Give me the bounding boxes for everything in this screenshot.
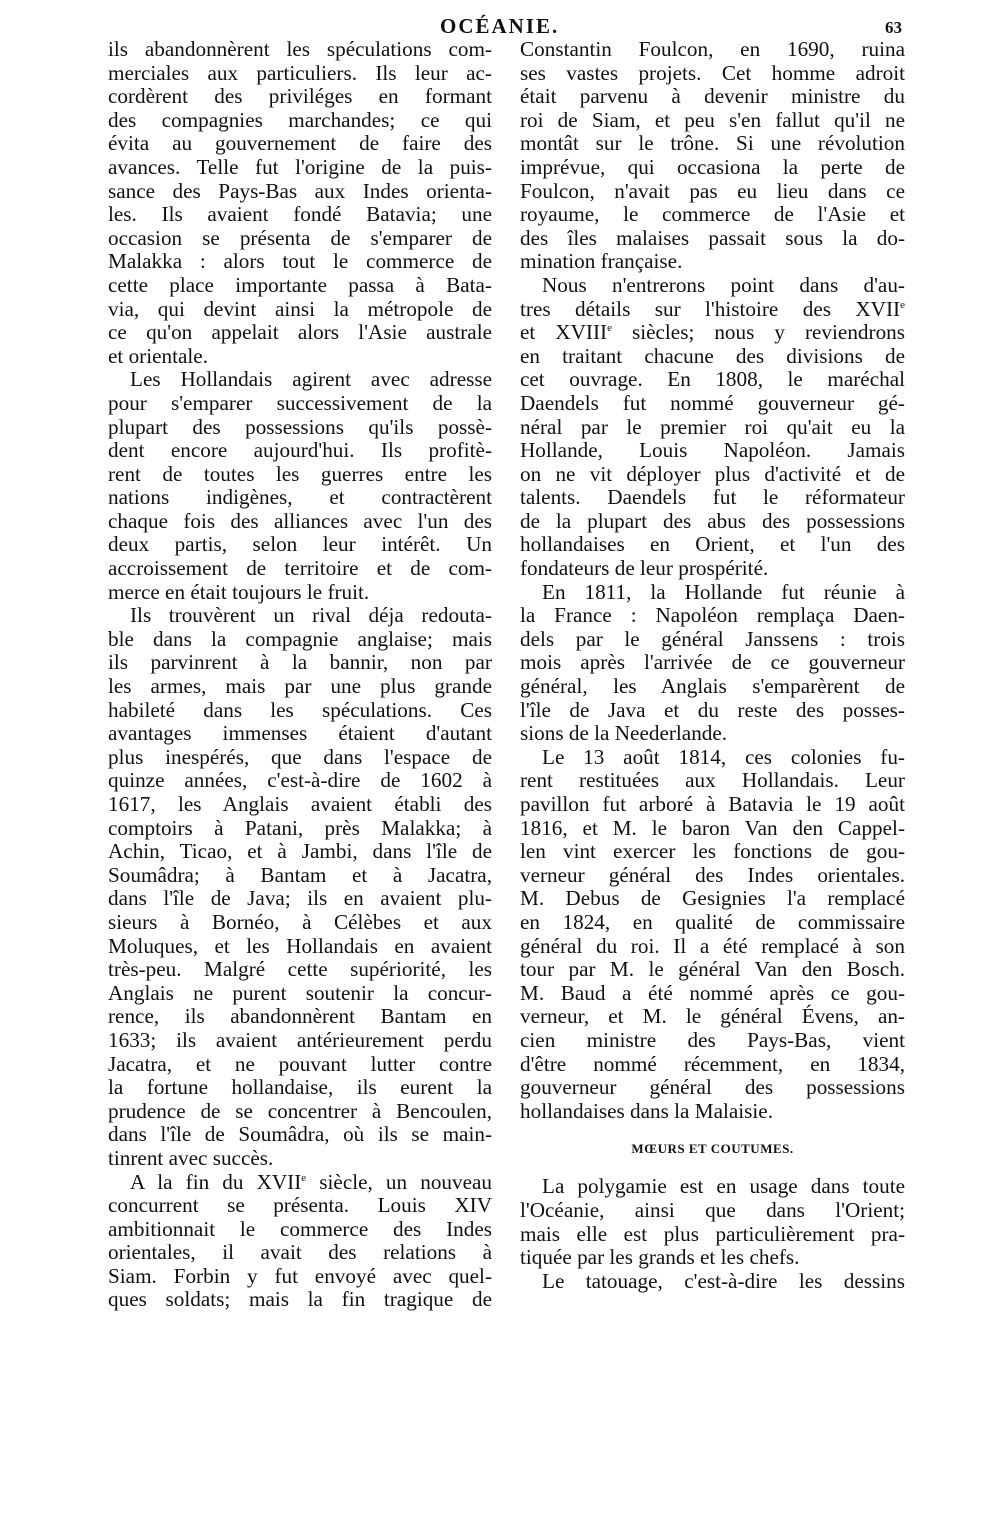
text-line: Foulcon, n'avait pas eu lieu dans ce	[520, 178, 905, 203]
text-line: l'île de Java et du reste des posses-	[520, 697, 905, 722]
text-line: les armes, mais par une plus grande	[108, 674, 492, 699]
text-line: gouverneur général des possessions	[520, 1075, 905, 1100]
text-line: pour s'emparer successivement de la	[108, 390, 492, 415]
text-line: M. Debus de Gesignies l'a remplacé	[520, 886, 905, 911]
paragraph-start-line	[108, 1171, 492, 1195]
right-column	[520, 38, 905, 1293]
text-line: Moluques, et les Hollandais en avaient	[108, 933, 492, 958]
text-line: en traitant chacune des divisions de	[520, 343, 905, 368]
text-line: avances. Telle fut l'origine de la puis-	[108, 154, 492, 179]
text-line	[520, 298, 905, 322]
text-line: Siam. Forbin y fut envoyé avec quel-	[108, 1263, 492, 1288]
text-line: cordèrent des priviléges en formant	[108, 84, 492, 109]
text-line: comptoirs à Patani, près Malakka; à	[108, 815, 492, 840]
text-line: Jacatra, et ne pouvant lutter contre	[108, 1051, 492, 1076]
text-fragment: tres détails sur l'histoire des XVII	[520, 296, 901, 321]
text-line: orientales, il avait des relations à	[108, 1240, 492, 1265]
text-line: 1617, les Anglais avaient établi des	[108, 792, 492, 816]
text-line: concurrent se présenta. Louis XIV	[108, 1193, 492, 1218]
paragraph-start-line: Nous n'entrerons point dans d'au-	[542, 272, 905, 297]
text-line: mois après l'arrivée de ce gouverneur	[520, 650, 905, 675]
text-line: pavillon fut arboré à Batavia le 19 août	[520, 792, 905, 816]
text-line: l'Océanie, ainsi que dans l'Orient;	[520, 1197, 905, 1222]
text-line: hollandaises en Orient, et l'un des	[520, 532, 905, 557]
text-line: des compagnies marchandes; ce qui	[108, 107, 492, 132]
text-line: sance des Pays-Bas aux Indes orienta-	[108, 178, 492, 203]
text-line: ques soldats; mais la fin tragique de	[108, 1287, 492, 1312]
paragraph-start-line: Les Hollandais agirent avec adresse	[130, 367, 492, 392]
text-line: via, qui devint ainsi la métropole de	[108, 296, 492, 321]
text-line: était parvenu à devenir ministre du	[520, 84, 905, 109]
text-line: néral par le premier roi qu'ait eu la	[520, 414, 905, 439]
text-fragment: siècle, un nouveau	[306, 1169, 493, 1194]
text-line	[520, 321, 905, 345]
paragraph-start-line: Le 13 août 1814, ces colonies fu-	[542, 744, 905, 769]
superscript-e: e	[607, 322, 612, 335]
text-line: cet ouvrage. En 1808, le maréchal	[520, 367, 905, 392]
text-line: cette place importante passa à Bata-	[108, 272, 492, 297]
text-line: 1633; ils avaient antérieurement perdu	[108, 1027, 492, 1052]
text-line: fondateurs de leur prospérité.	[520, 556, 769, 581]
text-line: en 1824, en qualité de commissaire	[520, 909, 905, 934]
text-line: sions de la Neederlande.	[520, 721, 728, 746]
text-line: chaque fois des alliances avec l'un des	[108, 508, 492, 533]
text-line: verneur, et M. le général Évens, an-	[520, 1004, 905, 1029]
text-line: royaume, le commerce de l'Asie et	[520, 202, 905, 227]
text-line: mais elle est plus particulièrement pra-	[520, 1221, 905, 1246]
text-line: et orientale.	[108, 343, 208, 368]
text-line: la fortune hollandaise, ils eurent la	[108, 1075, 492, 1100]
text-line: général, les Anglais s'emparèrent de	[520, 674, 905, 699]
paragraph-start-line: La polygamie est en usage dans toute	[542, 1174, 905, 1199]
text-line: plupart des possessions qu'ils possè-	[108, 414, 492, 439]
text-line: plus inespérés, que dans l'espace de	[108, 744, 492, 769]
text-line: hollandaises dans la Malaisie.	[520, 1098, 774, 1123]
text-line: dans l'île de Java; ils en avaient plu-	[108, 886, 492, 911]
text-line: ambitionnait le commerce des Indes	[108, 1216, 492, 1241]
text-line: habileté dans les spéculations. Ces	[108, 697, 492, 722]
text-fragment: siècles; nous y reviendrons	[611, 320, 905, 345]
text-line: rence, ils abandonnèrent Bantam en	[108, 1004, 492, 1029]
text-fragment: A la fin du XVII	[130, 1169, 302, 1194]
text-line: prudence de se concentrer à Bencoulen,	[108, 1098, 492, 1123]
text-line: des îles malaises passait sous la do-	[520, 225, 905, 250]
text-line: Achin, Ticao, et à Jambi, dans l'île de	[108, 839, 492, 864]
text-line: sieurs à Bornéo, à Célèbes et aux	[108, 909, 492, 934]
text-line: Constantin Foulcon, en 1690, ruina	[520, 37, 905, 61]
text-line: occasion se présenta de s'emparer de	[108, 225, 492, 250]
text-line: deux partis, selon leur intérêt. Un	[108, 532, 492, 557]
text-line: évita au gouvernement de faire des	[108, 131, 492, 156]
text-line: ils parvinrent à la bannir, non par	[108, 650, 492, 675]
text-line: d'être nommé récemment, en 1834,	[520, 1051, 905, 1076]
text-line: avantages immenses étaient d'autant	[108, 721, 492, 746]
text-line: Anglais ne purent soutenir la concur-	[108, 980, 492, 1005]
text-line: de la plupart des abus des possessions	[520, 508, 905, 533]
text-line: nations indigènes, et contractèrent	[108, 485, 492, 510]
text-line: quinze années, c'est-à-dire de 1602 à	[108, 768, 492, 793]
text-line: M. Baud a été nommé après ce gou-	[520, 980, 905, 1005]
text-line: très-peu. Malgré cette supériorité, les	[108, 957, 492, 982]
text-line: 1816, et M. le baron Van den Cappel-	[520, 815, 905, 840]
text-line: cien ministre des Pays-Bas, vient	[520, 1027, 905, 1052]
text-line: verneur général des Indes orientales.	[520, 862, 905, 887]
text-line: mination française.	[520, 249, 683, 274]
text-line: tinrent avec succès.	[108, 1145, 274, 1170]
superscript-e: e	[301, 1171, 307, 1184]
text-line: talents. Daendels fut le réformateur	[520, 485, 905, 510]
text-line: Soumâdra; à Bantam et à Jacatra,	[108, 862, 492, 887]
text-line: len vint exercer les fonctions de gou-	[520, 839, 905, 864]
text-line: ils abandonnèrent les spéculations com-	[108, 37, 492, 61]
text-line: dels par le général Janssens : trois	[520, 626, 905, 651]
text-line: la France : Napoléon remplaça Daen-	[520, 603, 905, 628]
text-line: tour par M. le général Van den Bosch.	[520, 957, 905, 982]
superscript-e: e	[900, 298, 905, 311]
text-line: merciales aux particuliers. Ils leur ac-	[108, 60, 492, 85]
text-line: dent encore aujourd'hui. Ils profitè-	[108, 438, 492, 463]
paragraph-start-line: En 1811, la Hollande fut réunie à	[542, 579, 905, 604]
text-line: Malakka : alors tout le commerce de	[108, 249, 492, 274]
text-line: montât sur le trône. Si une révolution	[520, 131, 905, 156]
text-line: ce qu'on appelait alors l'Asie australe	[108, 320, 492, 345]
paragraph-start-line: Ils trouvèrent un rival déja redouta-	[130, 603, 492, 628]
running-title: OCÉANIE.	[440, 14, 560, 38]
text-line: accroissement de territoire et de com-	[108, 556, 492, 581]
paragraph-start-line: Le tatouage, c'est-à-dire les dessins	[542, 1268, 905, 1293]
text-line: les. Ils avaient fondé Batavia; une	[108, 202, 492, 227]
page-number: 63	[885, 18, 902, 37]
text-fragment: et XVIII	[520, 320, 608, 345]
text-line: ble dans la compagnie anglaise; mais	[108, 626, 492, 651]
text-line: rent restituées aux Hollandais. Leur	[520, 768, 905, 793]
text-line: tiquée par les grands et les chefs.	[520, 1245, 800, 1270]
text-line: rent de toutes les guerres entre les	[108, 461, 492, 486]
text-line: on ne vit déployer plus d'activité et de	[520, 461, 905, 486]
text-line: roi de Siam, et peu s'en fallut qu'il ne	[520, 107, 905, 132]
text-line: ses vastes projets. Cet homme adroit	[520, 60, 905, 85]
text-line: imprévue, qui occasiona la perte de	[520, 154, 905, 179]
text-line: Hollande, Louis Napoléon. Jamais	[520, 438, 905, 463]
section-heading: MŒURS ET COUTUMES.	[631, 1141, 794, 1157]
text-line: Daendels fut nommé gouverneur gé-	[520, 390, 905, 415]
text-line: dans l'île de Soumâdra, où ils se main-	[108, 1122, 492, 1147]
text-line: merce en était toujours le fruit.	[108, 579, 370, 604]
text-line: général du roi. Il a été remplacé à son	[520, 933, 905, 958]
left-column	[108, 38, 492, 1312]
